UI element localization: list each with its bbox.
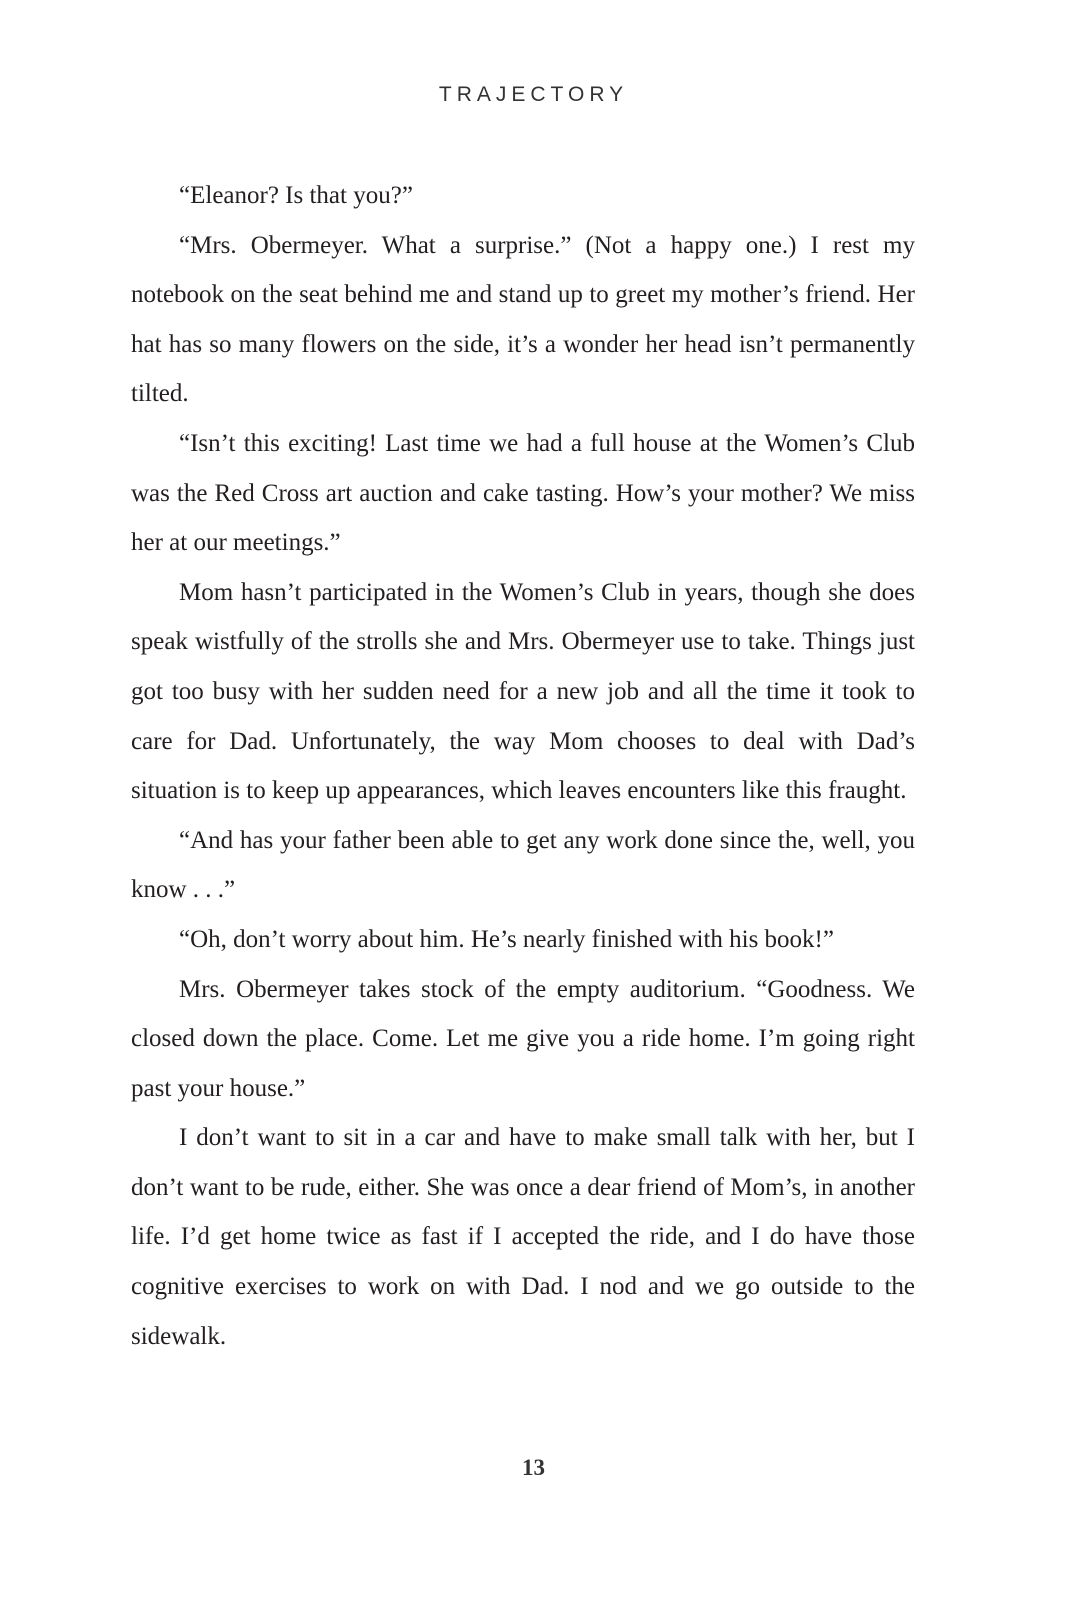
paragraph: Mom hasn’t participated in the Women’s Club in years, though she does speak wistfully of the strolls she and Mrs. Obermeyer use to take. Things just got too busy with her sudden need for a new job and all the time it took to care for Dad. Unfortunately, the way Mom chooses to deal with Dad’s situation is to keep up appearances, which leaves encounters like this fraught. xyxy=(131,578,915,805)
paragraph: “Oh, don’t worry about him. He’s nearly finished with his book!” xyxy=(179,925,834,953)
paragraph: “Isn’t this exciting! Last time we had a full house at the Women’s Club was the Red Cross art auction and cake tasting. How’s your mother? We miss her at our meetings.” xyxy=(131,429,915,557)
paragraph: Mrs. Obermeyer takes stock of the empty auditorium. “Goodness. We closed down the place. Come. Let me give you a ride home. I’m going right past your house.” xyxy=(131,975,915,1102)
running-head: TRAJECTORY xyxy=(438,83,629,106)
paragraph: “Eleanor? Is that you?” xyxy=(179,182,413,209)
body-text xyxy=(131,171,915,1361)
paragraph: “Mrs. Obermeyer. What a surprise.” (Not a happy one.) I rest my notebook on the seat behind me and stand up to greet my mother’s friend. Her hat has so many flowers on the side, it’s a wonder her head isn’t permanently tilted. xyxy=(131,231,915,408)
page-number: 13 xyxy=(522,1455,545,1480)
paragraph: I don’t want to sit in a car and have to make small talk with her, but I don’t want to be rude, either. She was once a dear friend of Mom’s, in another life. I’d get home twice as fast if I accepted the ride, and I do have those cognitive exercises to work on with Dad. I nod and we go outside to the sidewalk. xyxy=(131,1124,915,1350)
paragraph: “And has your father been able to get any work done since the, well, you know . . .” xyxy=(131,826,915,904)
